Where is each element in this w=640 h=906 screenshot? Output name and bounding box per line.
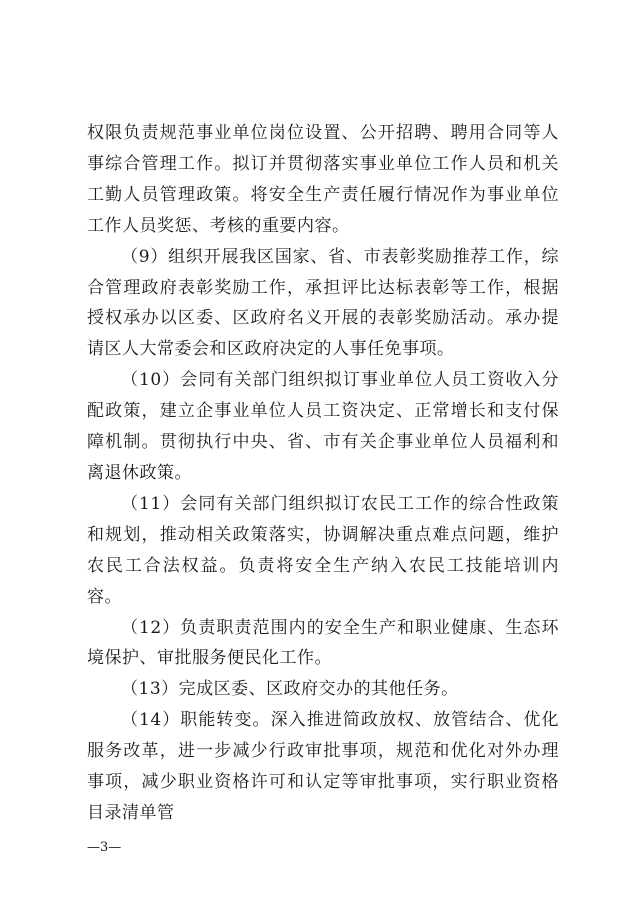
paragraph-3: （10）会同有关部门组织拟订事业单位人员工资收入分配政策，建立企事业单位人员工资决定、正常增长和支付保障机制。贯彻执行中央、省、市有关企事业单位人员福利和离退休政策。 xyxy=(87,370,559,483)
page-number: —3— xyxy=(87,840,122,855)
paragraph-1: 权限负责规范事业单位岗位设置、公开招聘、聘用合同等人事综合管理工作。拟订并贯彻落实事业单位工作人员和机关工勤人员管理政策。将安全生产责任履行情况作为事业单位工作人员奖惩、考核的重要内容。 xyxy=(87,123,559,236)
paragraph-4: （11）会同有关部门组织拟订农民工工作的综合性政策和规划，推动相关政策落实，协调解决重点难点问题，维护农民工合法权益。负责将安全生产纳入农民工技能培训内容。 xyxy=(87,493,559,607)
body-text xyxy=(87,118,559,829)
paragraph-2: （9）组织开展我区国家、省、市表彰奖励推荐工作，综合管理政府表彰奖励工作，承担评比达标表彰等工作，根据授权承办以区委、区政府名义开展的表彰奖励活动。承办提请区人大常委会和区政府决定的人事任免事项。 xyxy=(87,246,559,360)
paragraph-5: （12）负责职责范围内的安全生产和职业健康、生态环境保护、审批服务便民化工作。 xyxy=(87,617,559,669)
paragraph-6: （13）完成区委、区政府交办的其他任务。 xyxy=(121,679,459,700)
paragraph-7: （14）职能转变。深入推进简政放权、放管结合、优化服务改革，进一步减少行政审批事项，规范和优化对外办理事项，减少职业资格许可和认定等审批事项，实行职业资格目录清单管 xyxy=(87,710,559,823)
